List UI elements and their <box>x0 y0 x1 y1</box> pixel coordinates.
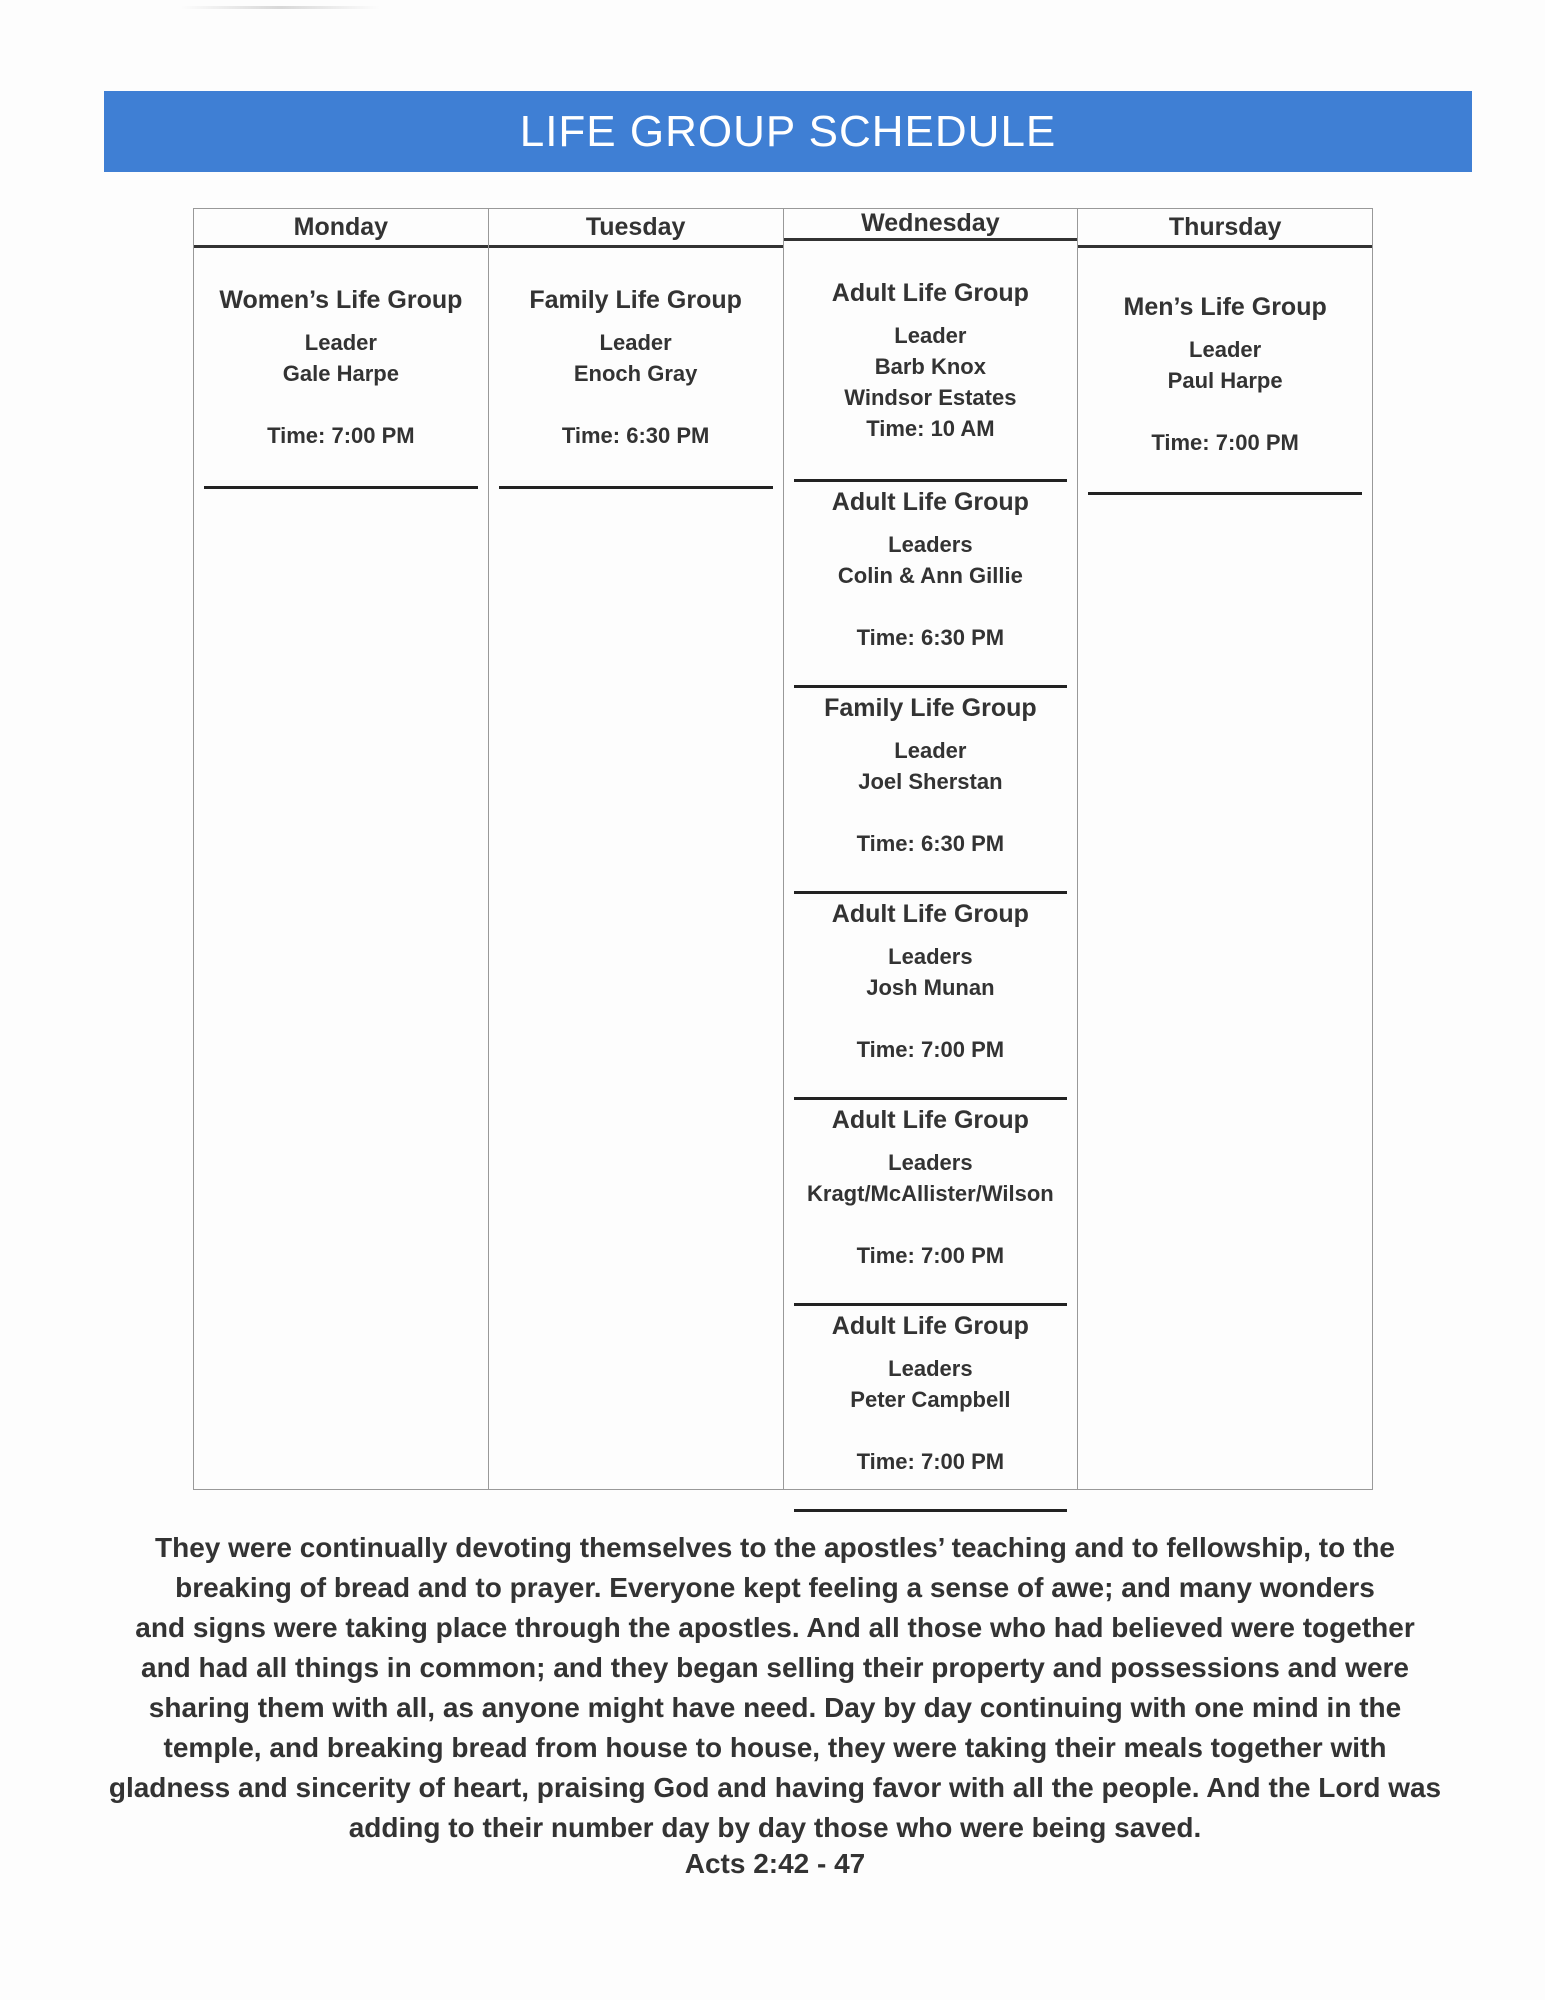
column-thursday <box>1078 209 1372 1489</box>
leader-label: Leader <box>599 330 672 355</box>
group-name: Family Life Group <box>824 694 1037 722</box>
group-entry <box>794 1306 1068 1512</box>
column-monday <box>194 209 489 1489</box>
leader-name: Josh Munan <box>866 975 995 1000</box>
scan-artifact <box>180 6 380 9</box>
group-name: Adult Life Group <box>831 279 1029 307</box>
schedule-table <box>193 208 1373 1490</box>
day-header: Thursday <box>1078 209 1372 248</box>
group-entry <box>794 241 1068 482</box>
meeting-time: Time: 7:00 PM <box>267 423 415 448</box>
leader-name: Kragt/McAllister/Wilson <box>807 1181 1054 1206</box>
meeting-time: Time: 6:30 PM <box>856 831 1005 856</box>
day-header: Monday <box>194 209 488 248</box>
leader-label: Leader <box>894 323 967 348</box>
day-header: Tuesday <box>489 209 783 248</box>
scripture-passage <box>100 1528 1450 1848</box>
group-name: Adult Life Group <box>831 1106 1029 1134</box>
group-name: Women’s Life Group <box>219 286 463 314</box>
verse-line: adding to their number day by day those who were being saved. <box>348 1812 1202 1843</box>
column-wednesday <box>784 209 1079 1489</box>
page-title: LIFE GROUP SCHEDULE <box>519 106 1057 156</box>
leader-name: Enoch Gray <box>573 361 698 386</box>
leader-label: Leaders <box>888 944 973 969</box>
leader-name: Barb Knox <box>874 354 986 379</box>
group-name: Adult Life Group <box>831 900 1029 928</box>
meeting-time: Time: 6:30 PM <box>856 625 1005 650</box>
verse-line: breaking of bread and to prayer. Everyone kept feeling a sense of awe; and many wonders <box>175 1572 1375 1603</box>
verse-line: temple, and breaking bread from house to house, they were taking their meals together with <box>163 1732 1387 1763</box>
leader-label: Leaders <box>888 1150 973 1175</box>
leader-label: Leader <box>304 330 377 355</box>
group-entry <box>204 248 478 489</box>
verse-line: and signs were taking place through the apostles. And all those who had believed were together <box>135 1612 1415 1643</box>
group-name: Men’s Life Group <box>1123 293 1327 321</box>
meeting-time: Time: 7:00 PM <box>1151 430 1299 455</box>
verse-line: and had all things in common; and they began selling their property and possessions and were <box>141 1652 1409 1683</box>
meeting-time: Time: 7:00 PM <box>856 1449 1005 1474</box>
group-name: Adult Life Group <box>831 488 1029 516</box>
group-name: Adult Life Group <box>831 1312 1029 1340</box>
leader-name: Gale Harpe <box>282 361 399 386</box>
leader-name: Joel Sherstan <box>858 769 1003 794</box>
column-tuesday <box>489 209 784 1489</box>
verse-line: They were continually devoting themselves to the apostles’ teaching and to fellowship, to the <box>155 1532 1395 1563</box>
verse-line: gladness and sincerity of heart, praising God and having favor with all the people. And the Lord was <box>108 1772 1442 1803</box>
meeting-time: Time: 7:00 PM <box>856 1243 1005 1268</box>
meeting-time: Time: 7:00 PM <box>856 1037 1005 1062</box>
group-entry <box>794 688 1068 894</box>
group-name: Family Life Group <box>529 286 742 314</box>
group-entry <box>1088 248 1362 495</box>
leader-label: Leaders <box>888 532 973 557</box>
leader-label: Leader <box>894 738 967 763</box>
leader-name: Peter Campbell <box>850 1387 1011 1412</box>
leader-name: Colin & Ann Gillie <box>837 563 1023 588</box>
group-entry <box>794 482 1068 688</box>
meeting-time: Time: 10 AM <box>866 416 995 441</box>
group-entry <box>794 1100 1068 1306</box>
scripture-reference: Acts 2:42 - 47 <box>684 1848 866 1879</box>
meeting-time: Time: 6:30 PM <box>561 423 710 448</box>
title-banner <box>104 91 1472 172</box>
day-header: Wednesday <box>784 209 1078 241</box>
leader-name: Paul Harpe <box>1167 368 1283 393</box>
group-entry <box>499 248 773 489</box>
group-entry <box>794 894 1068 1100</box>
leader-label: Leader <box>1189 337 1262 362</box>
location: Windsor Estates <box>844 385 1017 410</box>
verse-line: sharing them with all, as anyone might have need. Day by day continuing with one mind in the <box>148 1692 1402 1723</box>
leader-label: Leaders <box>888 1356 973 1381</box>
